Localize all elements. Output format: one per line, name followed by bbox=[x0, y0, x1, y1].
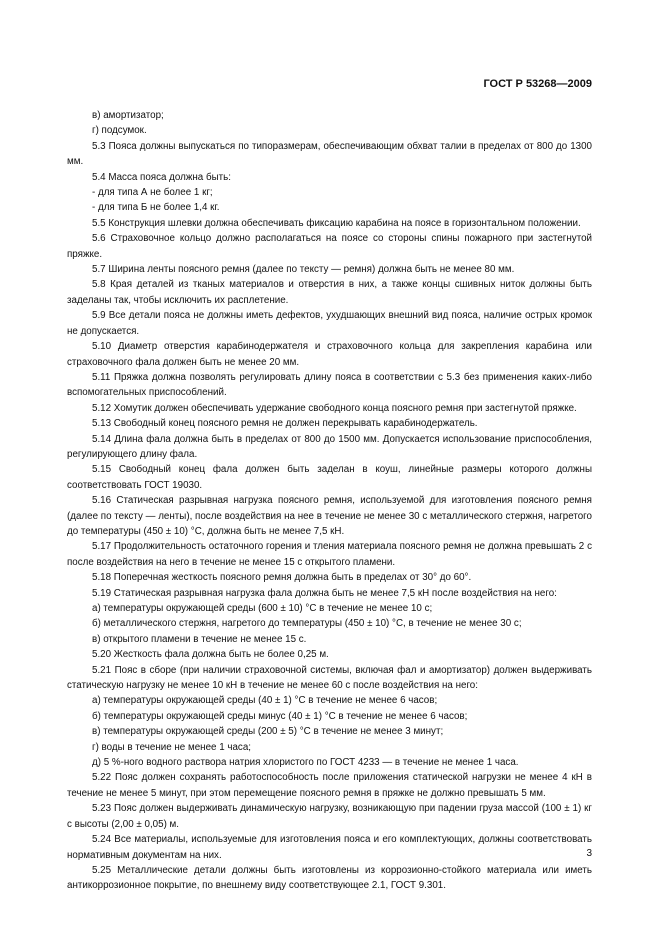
paragraph: 5.15 Свободный конец фала должен быть заделан в коуш, линейные размеры которого должны соответствовать ГОСТ 19030. bbox=[67, 464, 592, 491]
paragraph: 5.23 Пояс должен выдерживать динамическую нагрузку, возникающую при падении груза массой (100 ± 1) кг с высоты (2,00 ± 0,05) м. bbox=[67, 803, 592, 830]
document-body bbox=[67, 108, 592, 894]
paragraph: 5.14 Длина фала должна быть в пределах от 800 до 1500 мм. Допускается использование приспособления, регулирующего длину фала. bbox=[67, 433, 592, 460]
paragraph: 5.5 Конструкция шлевки должна обеспечивать фиксацию карабина на поясе в горизонтальном положении. bbox=[92, 217, 581, 229]
paragraph: 5.18 Поперечная жесткость поясного ремня должна быть в пределах от 30° до 60°. bbox=[92, 572, 472, 584]
paragraph: 5.6 Страховочное кольцо должно располагаться на поясе со стороны спины пожарного при застегнутой пряжке. bbox=[67, 233, 592, 260]
paragraph: а) температуры окружающей среды (40 ± 1) °С в течение не менее 6 часов; bbox=[92, 695, 438, 707]
paragraph: 5.11 Пряжка должна позволять регулировать длину пояса в соответствии с 5.3 без применения каких-либо вспомогательных приспособлений. bbox=[67, 371, 592, 399]
paragraph: 5.24 Все материалы, используемые для изготовления пояса и его комплектующих, должны соответствовать нормативным документам на них. bbox=[67, 834, 592, 861]
paragraph: 5.21 Пояс в сборе (при наличии страховочной системы, включая фал и амортизатор) должен выдерживать статическую нагрузку не менее 10 кН в течение не менее 60 с после воздействия на него: bbox=[67, 664, 592, 692]
document-header: ГОСТ Р 53268—2009 bbox=[483, 78, 592, 90]
paragraph: б) металлического стержня, нагретого до температуры (450 ± 10) °С, в течение не менее 30 с; bbox=[92, 618, 522, 630]
paragraph: 5.20 Жесткость фала должна быть не более 0,25 м. bbox=[92, 649, 329, 661]
paragraph: 5.3 Пояса должны выпускаться по типоразмерам, обеспечивающим обхват талии в пределах от 800 до 1300 мм. bbox=[67, 140, 592, 168]
paragraph: г) подсумок. bbox=[92, 125, 147, 137]
paragraph: 5.12 Хомутик должен обеспечивать удержание свободного конца поясного ремня при застегнутой пряжке. bbox=[92, 402, 577, 414]
paragraph: 5.22 Пояс должен сохранять работоспособность после приложения статической нагрузки не менее 4 кН в течение не менее 5 минут, при этом перемещение поясного ремня в пряжке не должно превышать 5 мм. bbox=[67, 772, 592, 799]
paragraph: 5.7 Ширина ленты поясного ремня (далее по тексту — ремня) должна быть не менее 80 мм. bbox=[92, 264, 515, 276]
paragraph: 5.10 Диаметр отверстия карабинодержателя и страховочного кольца для закрепления карабина или страховочного фала должен быть не менее 20 мм. bbox=[67, 341, 592, 368]
paragraph: 5.25 Металлические детали должны быть изготовлены из коррозионно-стойкого материала или иметь антикоррозионное покрытие, по внешнему виду соответствующее 2.1, ГОСТ 9.301. bbox=[67, 864, 592, 892]
paragraph: в) температуры окружающей среды (200 ± 5) °С в течение не менее 3 минут; bbox=[92, 726, 444, 738]
paragraph: б) температуры окружающей среды минус (40 ± 1) °С в течение не менее 6 часов; bbox=[92, 710, 468, 722]
paragraph: 5.16 Статическая разрывная нагрузка поясного ремня, используемой для изготовления поясного ремня (далее по тексту — ленты), после воздействия на нее в течение не менее 30 с металлического стержня, нагретого до температуры (450 ± 10) °С, должна быть не менее 7,5 кН. bbox=[67, 495, 592, 537]
paragraph: - для типа Б не более 1,4 кг. bbox=[92, 202, 220, 214]
paragraph: 5.17 Продолжительность остаточного горения и тления материала поясного ремня не должна превышать 2 с после воздействия на него в течение не менее 15 с открытого пламени. bbox=[67, 541, 592, 568]
paragraph: 5.4 Масса пояса должна быть: bbox=[92, 171, 231, 183]
paragraph: г) воды в течение не менее 1 часа; bbox=[92, 741, 251, 753]
paragraph: 5.9 Все детали пояса не должны иметь дефектов, ухудшающих внешний вид пояса, наличие острых кромок не допускается. bbox=[67, 310, 592, 337]
paragraph: в) открытого пламени в течение не менее 15 с. bbox=[92, 633, 307, 645]
paragraph: - для типа А не более 1 кг; bbox=[92, 187, 213, 199]
paragraph: а) температуры окружающей среды (600 ± 10) °С в течение не менее 10 с; bbox=[92, 603, 433, 614]
paragraph: 5.8 Края деталей из тканых материалов и отверстия в них, а также концы сшивных ниток должны быть заделаны так, чтобы исключить их расплетение. bbox=[67, 279, 592, 306]
paragraph: 5.13 Свободный конец поясного ремня не должен перекрывать карабинодержатель. bbox=[92, 418, 478, 430]
paragraph: в) амортизатор; bbox=[92, 110, 164, 121]
page-number: 3 bbox=[586, 848, 592, 859]
paragraph: 5.19 Статическая разрывная нагрузка фала должна быть не менее 7,5 кН после воздействия на него: bbox=[92, 587, 557, 599]
paragraph: д) 5 %-ного водного раствора натрия хлористого по ГОСТ 4233 — в течение не менее 1 часа. bbox=[92, 757, 519, 769]
